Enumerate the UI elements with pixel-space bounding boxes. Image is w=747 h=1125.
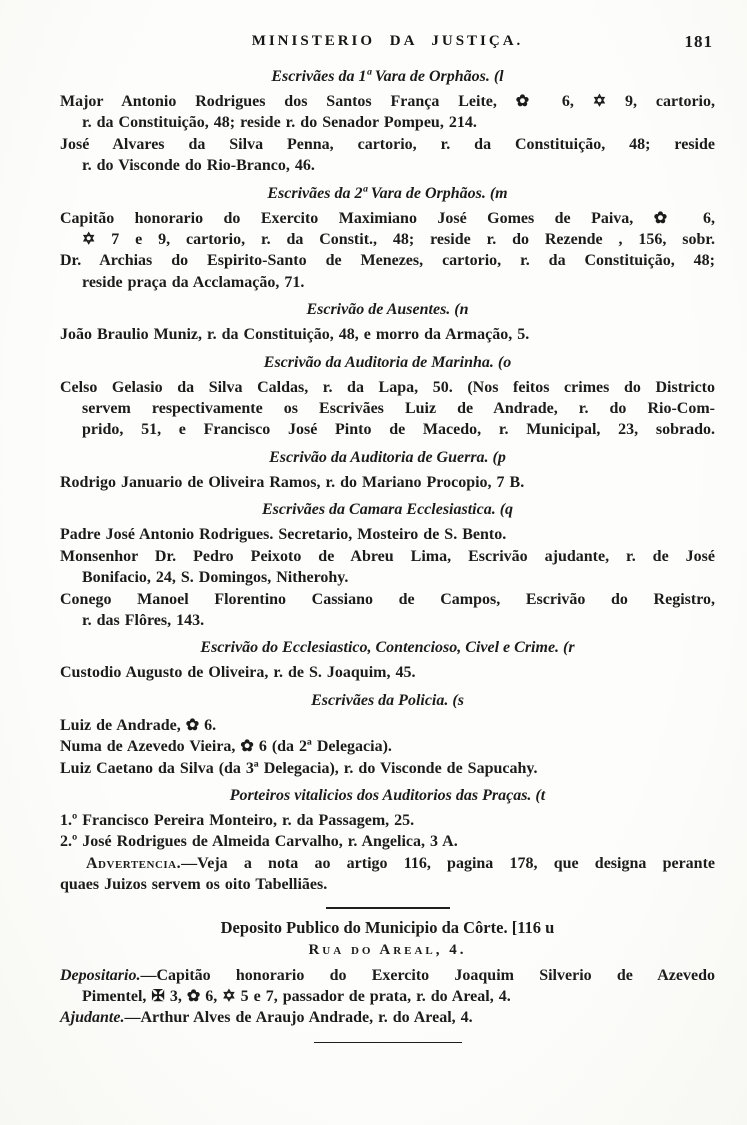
section-subheading: Rua do Areal, 4.: [308, 941, 467, 958]
directory-section-6: [60, 500, 715, 631]
section-heading: Escrivães da 2ª Vara de Orphãos. (m: [267, 184, 508, 202]
entry-line: João Braulio Muniz, r. da Constituição, 48, e morro da Armação, 5.: [60, 326, 530, 344]
entry-line: ✡ 7 e 9, cartorio, r. da Constit., 48; reside r. do Rezende , 156, sobr.: [82, 231, 715, 249]
entry-line: quaes Juizos servem os oito Tabelliães.: [60, 876, 328, 894]
directory-section-7: [60, 638, 715, 683]
entry-line: Luiz de Andrade, ✿ 6.: [60, 716, 217, 734]
directory-content: [60, 67, 715, 1043]
directory-section-9: [60, 786, 715, 896]
entry-line: Celso Gelasio da Silva Caldas, r. da Lapa, 50. (Nos feitos crimes do Districto: [60, 378, 715, 396]
entry-line: r. das Flôres, 143.: [82, 611, 205, 629]
entry-line: Luiz Caetano da Silva (da 3ª Delegacia), r. do Visconde de Sapucahy.: [60, 759, 538, 777]
entry-lead: Advertencia.: [86, 854, 182, 872]
entry-line: Advertencia.—Veja a nota ao artigo 116, pagina 178, que designa perante: [86, 854, 715, 872]
section-heading: Escrivão da Auditoria de Marinha. (o: [263, 353, 512, 371]
section-heading: Escrivães da 1ª Vara de Orphãos. (l: [271, 68, 504, 85]
directory-section-10: [60, 918, 715, 1029]
section-divider: [326, 907, 450, 909]
section-heading: Escrivães da Camara Ecclesiastica. (q: [261, 501, 514, 519]
directory-section-8: [60, 691, 715, 779]
entry-line: Major Antonio Rodrigues dos Santos França Leite, ✿ 6, ✡ 9, cartorio,: [60, 93, 715, 110]
entry-line: Padre José Antonio Rodrigues. Secretario, Mosteiro de S. Bento.: [60, 526, 507, 544]
section-heading: Escrivão de Ausentes. (n: [306, 301, 469, 319]
entry-line: r. do Visconde do Rio-Branco, 46.: [82, 157, 315, 175]
entry-lead: Depositario.: [60, 966, 141, 984]
page-title: MINISTERIO DA JUSTIÇA.: [251, 33, 524, 49]
page-header: [60, 33, 715, 55]
section-heading: Escrivães da Policia. (s: [311, 691, 464, 709]
entry-line: Dr. Archias do Espirito-Santo de Menezes, cartorio, r. da Constituição, 48;: [60, 252, 715, 270]
directory-section-3: [60, 300, 715, 345]
section-heading: Porteiros vitalicios dos Auditorios das Praças. (t: [229, 786, 546, 804]
entry-line: reside praça da Acclamação, 71.: [82, 273, 305, 291]
entry-line: Numa de Azevedo Vieira, ✿ 6 (da 2ª Delegacia).: [60, 738, 392, 756]
entry-line: r. da Constituição, 48; reside r. do Senador Pompeu, 214.: [82, 114, 477, 132]
directory-section-1: [60, 67, 715, 177]
entry-line: Bonifacio, 24, S. Domingos, Nitherohy.: [82, 569, 349, 587]
section-heading: Deposito Publico do Municipio da Côrte. [116 u: [220, 917, 555, 937]
entry-line: Ajudante.—Arthur Alves de Araujo Andrade, r. do Areal, 4.: [60, 1009, 473, 1027]
entry-line: servem respectivamente os Escrivães Luiz de Andrade, r. do Rio-Com-: [82, 400, 715, 418]
entry-line: 1.º Francisco Pereira Monteiro, r. da Passagem, 25.: [60, 811, 415, 829]
entry-line: Conego Manoel Florentino Cassiano de Campos, Escrivão do Registro,: [60, 590, 715, 608]
section-divider: [314, 1042, 462, 1043]
entry-line: José Alvares da Silva Penna, cartorio, r. da Constituição, 48; reside: [60, 135, 715, 153]
entry-line: Pimentel, ✠ 3, ✿ 6, ✡ 5 e 7, passador de prata, r. do Areal, 4.: [82, 987, 511, 1005]
entry-line: Monsenhor Dr. Pedro Peixoto de Abreu Lima, Escrivão ajudante, r. de José: [60, 547, 715, 565]
directory-section-5: [60, 448, 715, 493]
entry-line: prido, 51, e Francisco José Pinto de Macedo, r. Municipal, 23, sobrado.: [82, 421, 715, 439]
entry-lead: Ajudante.: [60, 1009, 125, 1027]
entry-line: Capitão honorario do Exercito Maximiano José Gomes de Paiva, ✿ 6,: [60, 209, 715, 227]
entry-line: 2.º José Rodrigues de Almeida Carvalho, r. Angelica, 3 A.: [60, 833, 458, 851]
page-number: 181: [684, 32, 713, 51]
entry-line: Custodio Augusto de Oliveira, r. de S. Joaquim, 45.: [60, 664, 416, 682]
section-heading: Escrivão do Ecclesiastico, Contencioso, Civel e Crime. (r: [200, 639, 575, 657]
entry-line: Depositario.—Capitão honorario do Exercito Joaquim Silverio de Azevedo: [60, 966, 715, 984]
section-heading: Escrivão da Auditoria de Guerra. (p: [269, 448, 506, 466]
directory-section-2: [60, 184, 715, 294]
entry-line: Rodrigo Januario de Oliveira Ramos, r. do Mariano Procopio, 7 B.: [60, 473, 525, 491]
directory-section-4: [60, 353, 715, 441]
